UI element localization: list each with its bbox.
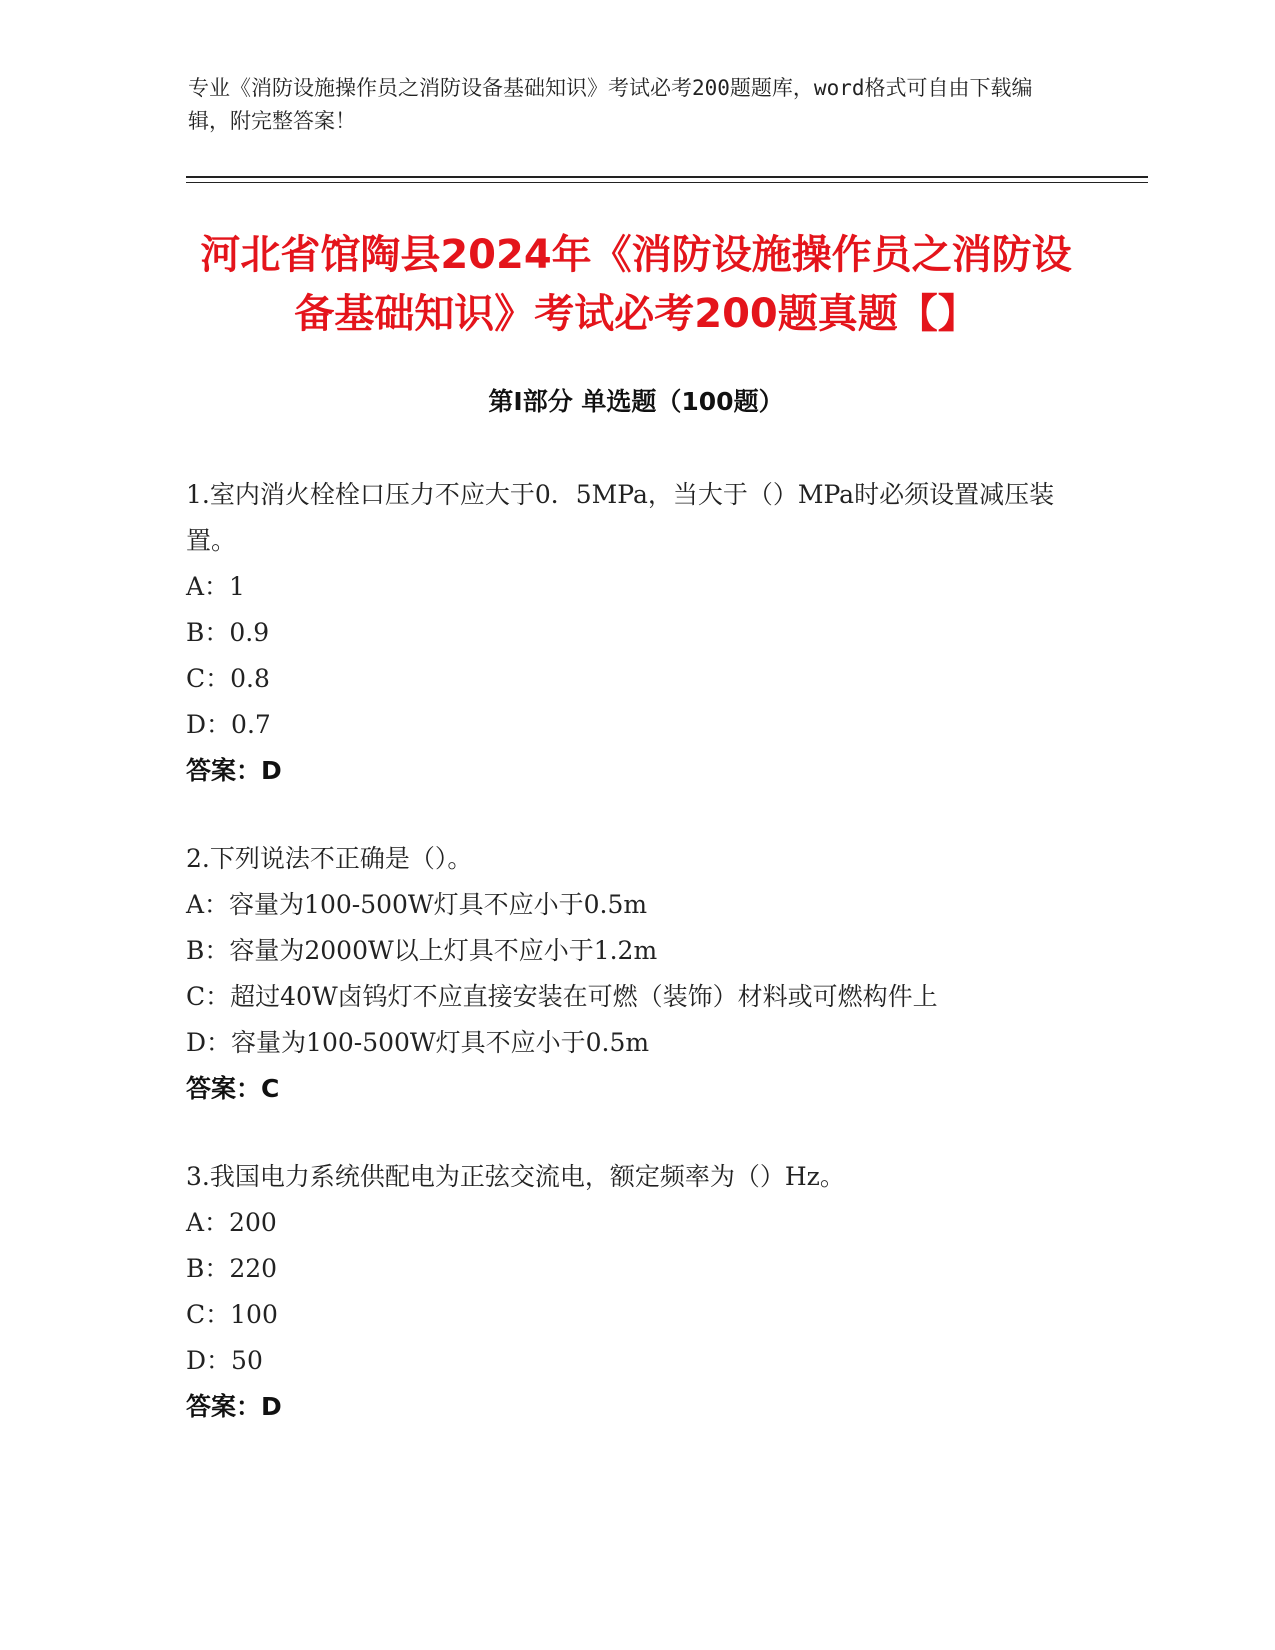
option-c: C：超过40W卤钨灯不应直接安装在可燃（装饰）材料或可燃构件上 <box>186 982 938 1011</box>
answer-line: 答案：D <box>186 1392 282 1421</box>
option-d: D：50 <box>186 1346 263 1375</box>
option-b: B：容量为2000W以上灯具不应小于1.2m <box>186 936 658 965</box>
question-block <box>186 836 1086 1112</box>
answer-line: 答案：D <box>186 756 282 785</box>
option-b: B：220 <box>186 1254 278 1283</box>
answer-line: 答案：C <box>186 1074 280 1103</box>
header-rule-thick <box>186 176 1148 178</box>
document-title: 河北省馆陶县2024年《消防设施操作员之消防设备基础知识》考试必考200题真题【】 <box>200 232 1072 337</box>
header-rule-thin <box>186 182 1148 183</box>
option-a: A：容量为100-500W灯具不应小于0.5m <box>186 890 648 919</box>
intro-text: 专业《消防设施操作员之消防设备基础知识》考试必考200题题库，word格式可自由下载编辑，附完整答案！ <box>188 76 1033 133</box>
option-b: B：0.9 <box>186 618 270 647</box>
option-c: C：0.8 <box>186 664 270 693</box>
section-heading: 第I部分 单选题（100题） <box>488 387 784 416</box>
option-a: A：1 <box>186 572 245 601</box>
option-d: D：0.7 <box>186 710 271 739</box>
question-text: 1.室内消火栓栓口压力不应大于0．5MPa，当大于（）MPa时必须设置减压装置。 <box>186 480 1055 555</box>
option-d: D：容量为100-500W灯具不应小于0.5m <box>186 1028 650 1057</box>
question-text: 2.下列说法不正确是（）。 <box>186 844 473 873</box>
question-text: 3.我国电力系统供配电为正弦交流电，额定频率为（）Hz。 <box>186 1162 845 1191</box>
question-block <box>186 1154 1086 1430</box>
option-c: C：100 <box>186 1300 278 1329</box>
option-a: A：200 <box>186 1208 277 1237</box>
question-block <box>186 472 1086 794</box>
